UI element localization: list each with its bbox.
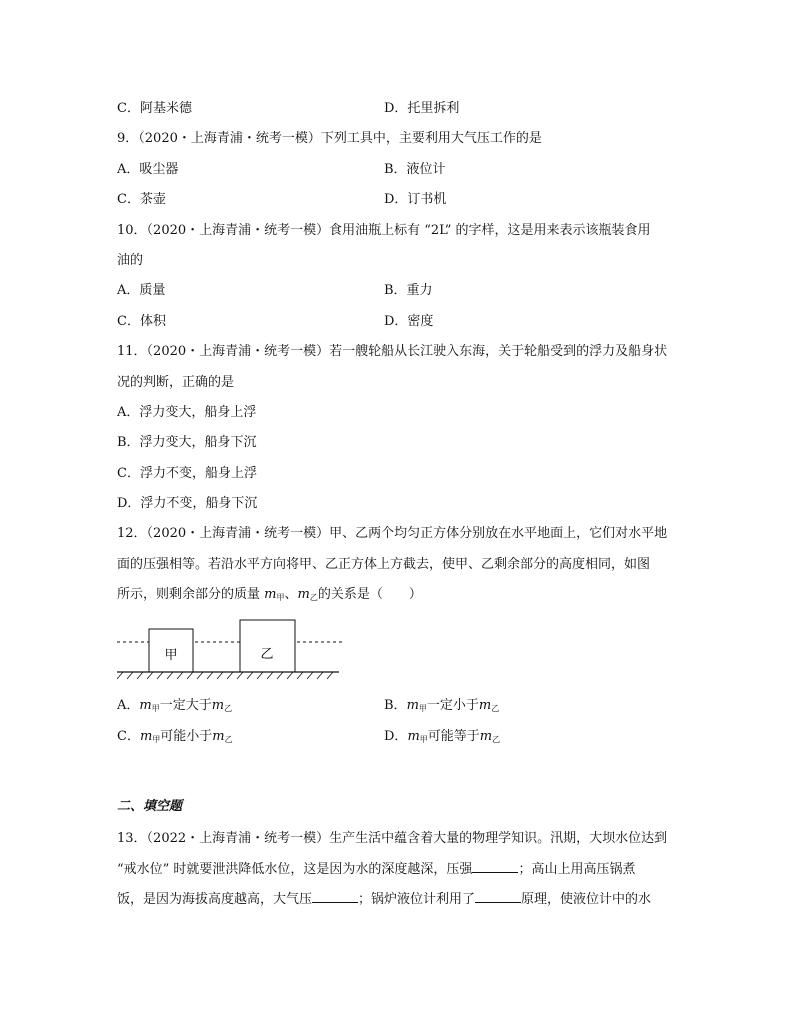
q10-option-c: C．体积 xyxy=(117,314,166,329)
q12-option-a: A．$m_甲$一定大于$m_乙$ xyxy=(117,698,233,713)
q12-option-d: D．$m_甲$可能等于$m_乙$ xyxy=(384,729,501,744)
q11-stem-line2: 况的判断，正确的是 xyxy=(117,375,235,390)
q9-option-a: A．吸尘器 xyxy=(117,162,179,177)
q9-option-c: C．茶壶 xyxy=(117,192,166,207)
q12-stem-line3: 所示，则剩余部分的质量 $m_甲$、$m_乙$的关系是（ ） xyxy=(117,587,422,602)
cubes-figure xyxy=(117,612,342,682)
q8-option-d: D．托里拆利 xyxy=(384,101,460,116)
q10-stem-line1: 10．（2020・上海青浦・统考一模）食用油瓶上标有 “2L” 的字样，这是用来表示该瓶装食用 xyxy=(117,223,651,238)
q11-stem-line1: 11．（2020・上海青浦・统考一模）若一艘轮船从长江驶入东海，关于轮船受到的浮力及船身状 xyxy=(117,344,668,359)
q11-option-d: D．浮力不变，船身下沉 xyxy=(117,496,258,511)
q10-option-a: A．质量 xyxy=(117,283,166,298)
q12-stem-line1: 12．（2020・上海青浦・统考一模）甲、乙两个均匀正方体分别放在水平地面上，它们对水平地 xyxy=(117,526,668,541)
section-title-fill-in: 二、填空题 xyxy=(117,799,183,814)
q11-option-c: C．浮力不变，船身上浮 xyxy=(117,466,257,481)
q11-option-b: B．浮力变大，船身下沉 xyxy=(117,435,257,450)
cube-yi-label: 乙 xyxy=(260,647,274,662)
q9-stem: 9．（2020・上海青浦・统考一模）下列工具中，主要利用大气压工作的是 xyxy=(117,131,542,146)
q13-line2: “戒水位” 时就要泄洪降低水位，这是因为水的深度越深，压强 ；高山上用高压锅煮 xyxy=(117,862,636,877)
q13-line3: 饭，是因为海拔高度越高，大气压 ；锅炉液位计利用了 原理，使液位计中的水 xyxy=(117,892,652,907)
answer-blank-2[interactable] xyxy=(312,890,358,903)
q10-option-b: B．重力 xyxy=(384,283,433,298)
q10-stem-line2: 油的 xyxy=(117,253,144,268)
ground-hatch xyxy=(117,672,333,679)
q10-option-d: D．密度 xyxy=(384,314,434,329)
q12-stem-line2: 面的压强相等。若沿水平方向将甲、乙正方体上方截去，使甲、乙剩余部分的高度相同，如图 xyxy=(117,557,651,572)
answer-blank-1[interactable] xyxy=(472,860,518,873)
q12-option-c: C．$m_甲$可能小于$m_乙$ xyxy=(117,729,233,744)
cube-yi xyxy=(240,620,295,672)
cube-jia-label: 甲 xyxy=(164,648,178,663)
answer-blank-3[interactable] xyxy=(475,890,521,903)
q13-line1: 13．（2022・上海青浦・统考一模）生产生活中蕴含着大量的物理学知识。汛期，大坝水位达到 xyxy=(117,831,668,846)
q11-option-a: A．浮力变大，船身上浮 xyxy=(117,405,257,420)
q12-option-b: B．$m_甲$一定小于$m_乙$ xyxy=(384,698,500,713)
q9-option-b: B．液位计 xyxy=(384,162,446,177)
q9-option-d: D．订书机 xyxy=(384,192,447,207)
q8-option-c: C．阿基米德 xyxy=(117,101,192,116)
